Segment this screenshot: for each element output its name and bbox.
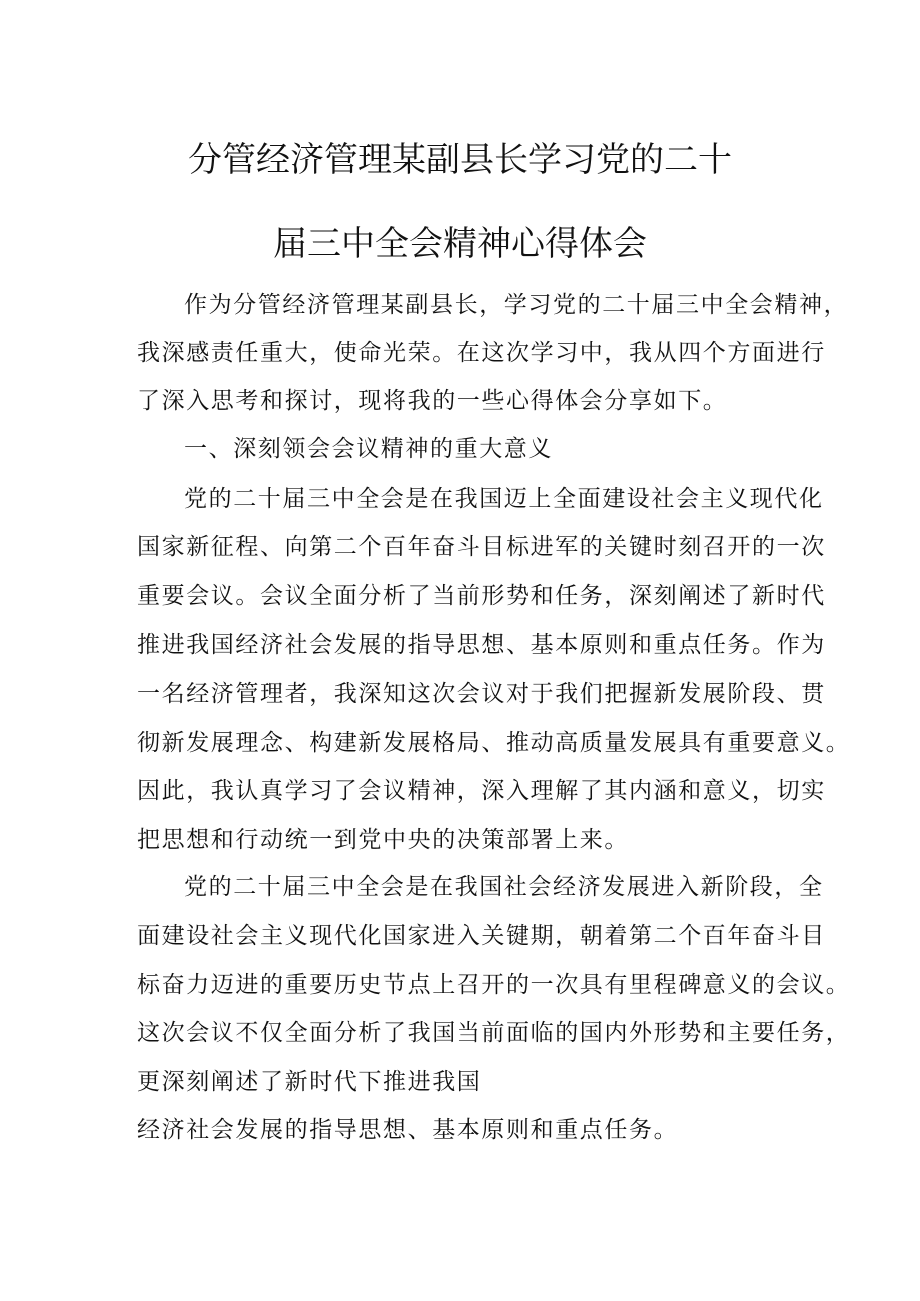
document-title-line-1: 分管经济管理某副县长学习党的二十 [188,140,732,180]
paragraph-line: 推进我国经济社会发展的指导思想、基本原则和重点任务。作为 [137,632,826,658]
document-title-line-2: 届三中全会精神心得体会 [273,224,647,264]
paragraph-line: 党的二十届三中全会是在我国迈上全面建设社会主义现代化 [184,486,824,512]
paragraph-line: 国家新征程、向第二个百年奋斗目标进军的关键时刻召开的一次 [137,534,826,560]
paragraph-line: 重要会议。会议全面分析了当前形势和任务，深刻阐述了新时代 [137,583,826,609]
paragraph-line: 党的二十届三中全会是在我国社会经济发展进入新阶段，全 [184,874,824,900]
paragraph-line: 经济社会发展的指导思想、基本原则和重点任务。 [137,1117,679,1143]
paragraph-line: 这次会议不仅全面分析了我国当前面临的国内外形势和主要任务， [137,1020,851,1046]
paragraph-line: 作为分管经济管理某副县长，学习党的二十届三中全会精神， [184,292,849,318]
section-heading: 一、深刻领会会议精神的重大意义 [184,436,553,462]
paragraph-line: 了深入思考和探讨，现将我的一些心得体会分享如下。 [137,388,728,414]
paragraph-line: 更深刻阐述了新时代下推进我国 [137,1069,482,1095]
paragraph-line: 标奋力迈进的重要历史节点上召开的一次具有里程碑意义的会议。 [137,972,851,998]
paragraph-line: 面建设社会主义现代化国家进入关键期，朝着第二个百年奋斗目 [137,923,826,949]
paragraph-line: 一名经济管理者，我深知这次会议对于我们把握新发展阶段、贯 [137,681,826,707]
paragraph-line: 把思想和行动统一到党中央的决策部署上来。 [137,827,629,853]
paragraph-line: 因此，我认真学习了会议精神，深入理解了其内涵和意义，切实 [137,778,826,804]
paragraph-line: 彻新发展理念、构建新发展格局、推动高质量发展具有重要意义。 [137,730,851,756]
paragraph-line: 我深感责任重大，使命光荣。在这次学习中，我从四个方面进行 [137,340,826,366]
